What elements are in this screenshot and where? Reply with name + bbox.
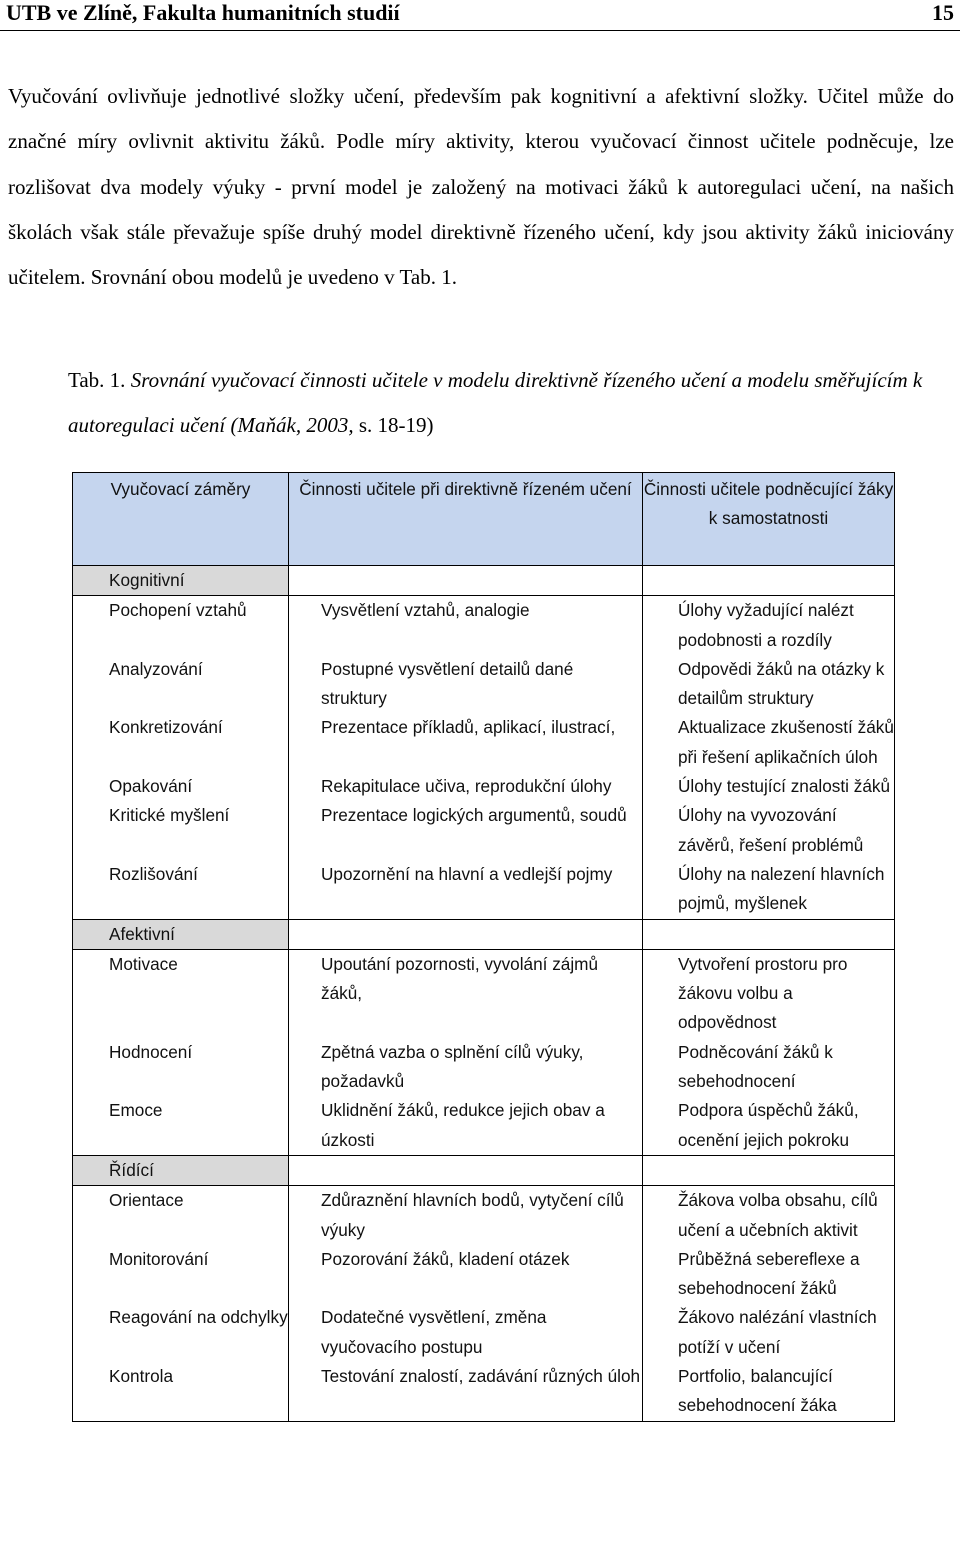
aim-cell: Kritické myšlení <box>73 801 289 860</box>
autonomy-cell: Úlohy na nalezení hlavních pojmů, myšlenek <box>643 860 895 919</box>
caption-source: s. 18-19) <box>358 413 434 437</box>
header-cell: Činnosti učitele podněcující žáky k samostatnosti <box>643 473 895 566</box>
aim-cell: Konkretizování <box>73 713 289 772</box>
body-paragraph: Vyučování ovlivňuje jednotlivé složky učení, především pak kognitivní a afektivní složky. Učitel může do značné míry ovlivnit aktivitu žáků. Podle míry aktivity, kterou vyučovací činnost učitele podněcuje, lze rozlišovat dva modely výuky - první model je založený na motivaci žáků k autoregulaci učení, na našich školách však stále převažuje spíše druhý model direktivně řízeného učení, kdy jsou aktivity žáků iniciovány učitelem. Srovnání obou modelů je uvedeno v Tab. 1. <box>8 84 954 290</box>
group-empty-cell <box>643 566 895 596</box>
aim-cell: Reagování na odchylky <box>73 1303 289 1362</box>
aim-cell: Analyzování <box>73 655 289 714</box>
directive-cell: Testování znalostí, zadávání různých úloh <box>289 1362 643 1421</box>
group-empty-cell <box>643 1155 895 1185</box>
autonomy-cell: Úlohy na vyvozování závěrů, řešení problémů <box>643 801 895 860</box>
autonomy-cell: Aktualizace zkušeností žáků při řešení aplikačních úloh <box>643 713 895 772</box>
directive-cell: Zpětná vazba o splnění cílů výuky, požadavků <box>289 1038 643 1097</box>
table-row <box>73 1303 895 1362</box>
group-label: Kognitivní <box>73 566 289 596</box>
table-caption <box>68 358 928 448</box>
group-empty-cell <box>643 919 895 949</box>
group-empty-cell <box>289 919 643 949</box>
group-row <box>73 919 895 949</box>
comparison-table <box>72 472 895 1422</box>
caption-label: Tab. 1. <box>68 368 131 392</box>
group-empty-cell <box>289 566 643 596</box>
table-row <box>73 949 895 1037</box>
aim-cell: Rozlišování <box>73 860 289 919</box>
table-row <box>73 1038 895 1097</box>
directive-cell: Upozornění na hlavní a vedlejší pojmy <box>289 860 643 919</box>
autonomy-cell: Průběžná sebereflexe a sebehodnocení žáků <box>643 1245 895 1304</box>
autonomy-cell: Podněcování žáků k sebehodnocení <box>643 1038 895 1097</box>
table-body <box>73 566 895 1422</box>
group-label: Řídící <box>73 1155 289 1185</box>
table-row <box>73 655 895 714</box>
aim-cell: Pochopení vztahů <box>73 596 289 655</box>
table-row <box>73 1362 895 1421</box>
directive-cell: Prezentace příkladů, aplikací, ilustrací, <box>289 713 643 772</box>
aim-cell: Motivace <box>73 949 289 1037</box>
autonomy-cell: Podpora úspěchů žáků, ocenění jejich pokroku <box>643 1096 895 1155</box>
table-row <box>73 596 895 655</box>
header-cell: Vyučovací záměry <box>73 473 289 566</box>
autonomy-cell: Portfolio, balancující sebehodnocení žáka <box>643 1362 895 1421</box>
directive-cell: Uklidnění žáků, redukce jejich obav a úzkosti <box>289 1096 643 1155</box>
aim-cell: Hodnocení <box>73 1038 289 1097</box>
directive-cell: Prezentace logických argumentů, soudů <box>289 801 643 860</box>
autonomy-cell: Žákovo nalézání vlastních potíží v učení <box>643 1303 895 1362</box>
page-header <box>0 0 960 31</box>
directive-cell: Vysvětlení vztahů, analogie <box>289 596 643 655</box>
directive-cell: Upoutání pozornosti, vyvolání zájmů žáků, <box>289 949 643 1037</box>
table-row <box>73 713 895 772</box>
group-label: Afektivní <box>73 919 289 949</box>
aim-cell: Monitorování <box>73 1245 289 1304</box>
directive-cell: Pozorování žáků, kladení otázek <box>289 1245 643 1304</box>
group-empty-cell <box>289 1155 643 1185</box>
autonomy-cell: Odpovědi žáků na otázky k detailům struktury <box>643 655 895 714</box>
aim-cell: Emoce <box>73 1096 289 1155</box>
autonomy-cell: Úlohy testující znalosti žáků <box>643 772 895 801</box>
directive-cell: Zdůraznění hlavních bodů, vytyčení cílů výuky <box>289 1186 643 1245</box>
table-row <box>73 772 895 801</box>
group-row <box>73 566 895 596</box>
autonomy-cell: Žákova volba obsahu, cílů učení a učebních aktivit <box>643 1186 895 1245</box>
table-header-row <box>73 473 895 566</box>
directive-cell: Dodatečné vysvětlení, změna vyučovacího postupu <box>289 1303 643 1362</box>
table-row <box>73 1245 895 1304</box>
caption-italic: Srovnání vyučovací činnosti učitele v modelu direktivně řízeného učení a modelu směřujícím k autoregulaci učení (Maňák, 2003, <box>68 368 923 437</box>
aim-cell: Orientace <box>73 1186 289 1245</box>
table-row <box>73 801 895 860</box>
autonomy-cell: Vytvoření prostoru pro žákovu volbu a odpovědnost <box>643 949 895 1037</box>
autonomy-cell: Úlohy vyžadující nalézt podobnosti a rozdíly <box>643 596 895 655</box>
header-cell: Činnosti učitele při direktivně řízeném učení <box>289 473 643 566</box>
table-row <box>73 1096 895 1155</box>
directive-cell: Postupné vysvětlení detailů dané struktury <box>289 655 643 714</box>
aim-cell: Opakování <box>73 772 289 801</box>
table-row <box>73 860 895 919</box>
group-row <box>73 1155 895 1185</box>
directive-cell: Rekapitulace učiva, reprodukční úlohy <box>289 772 643 801</box>
header-title: UTB ve Zlíně, Fakulta humanitních studií <box>6 0 400 25</box>
table-row <box>73 1186 895 1245</box>
aim-cell: Kontrola <box>73 1362 289 1421</box>
page-number: 15 <box>932 0 954 25</box>
